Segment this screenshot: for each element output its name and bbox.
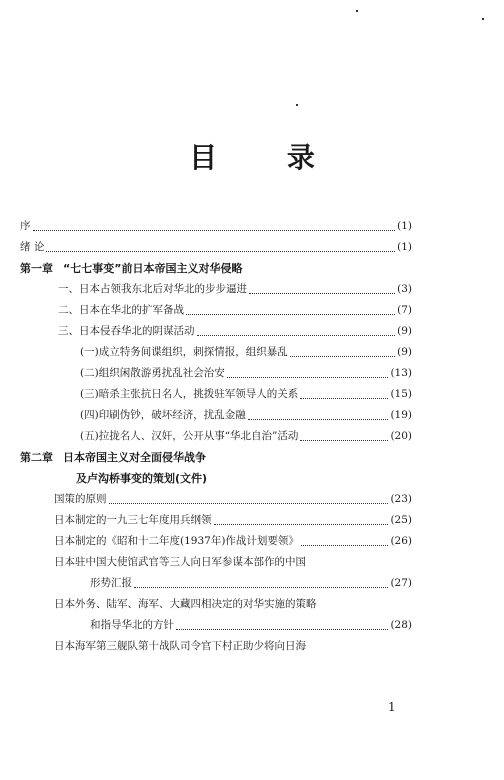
scan-speck — [482, 18, 484, 20]
toc-subentry[interactable] — [20, 386, 412, 407]
leader-dots — [197, 335, 396, 336]
page-title: 目 录 — [189, 141, 345, 174]
leader-dots — [109, 503, 389, 504]
toc-page: (1) — [397, 220, 412, 232]
toc-document[interactable] — [20, 512, 412, 533]
chapter-title: “七七事变”前日本帝国主义对华侵略 — [63, 262, 243, 275]
toc-document-continued[interactable] — [20, 575, 412, 596]
leader-dots — [134, 587, 388, 588]
toc-page: (9) — [397, 346, 412, 358]
toc-label: (二)组织闲散游勇扰乱社会治安 — [80, 367, 225, 379]
toc-label: 日本外务、陆军、海军、大藏四相决定的对华实施的策略 — [54, 598, 317, 610]
leader-dots — [301, 545, 389, 546]
page-number: 1 — [388, 700, 396, 714]
toc-chapter-1[interactable] — [20, 260, 412, 281]
toc-page: (23) — [390, 493, 412, 505]
toc-page: (25) — [390, 514, 412, 526]
toc-page: (19) — [390, 409, 412, 421]
leader-dots — [290, 356, 395, 357]
toc-document[interactable] — [20, 596, 412, 617]
toc-page: (20) — [390, 430, 412, 442]
toc-page: (28) — [390, 619, 412, 631]
toc-page: (13) — [390, 367, 412, 379]
leader-dots — [33, 230, 396, 231]
leader-dots — [300, 398, 388, 399]
toc-chapter-2[interactable] — [20, 449, 412, 470]
toc-label: 序 — [20, 220, 31, 232]
leader-dots — [214, 524, 389, 525]
toc-subentry[interactable] — [20, 344, 412, 365]
toc-label: 国策的原则 — [54, 493, 107, 505]
toc-label: 绪 论 — [20, 241, 45, 253]
toc-label: 日本制定的一九三七年度用兵纲领 — [54, 514, 212, 526]
toc-document[interactable] — [20, 554, 412, 575]
toc-entry[interactable] — [20, 302, 412, 323]
chapter-number: 第二章 — [20, 451, 53, 464]
leader-dots — [186, 314, 395, 315]
leader-dots — [248, 419, 389, 420]
toc-page: (26) — [390, 535, 412, 547]
chapter-title-continued: 及卢沟桥事变的策划(文件) — [76, 472, 208, 485]
leader-dots — [300, 440, 388, 441]
chapter-title: 日本帝国主义对全面侵华战争 — [63, 451, 206, 464]
leader-dots — [46, 251, 395, 252]
table-of-contents — [20, 218, 412, 659]
toc-entry[interactable] — [20, 323, 412, 344]
toc-label: 日本制定的《昭和十二年度(1937年)作战计划要领》 — [54, 535, 299, 547]
toc-document[interactable] — [20, 491, 412, 512]
toc-label: (三)暗杀主张抗日名人，挑拨驻军领导人的关系 — [80, 388, 299, 400]
toc-document-continued[interactable] — [20, 617, 412, 638]
toc-chapter-2-continued[interactable] — [20, 470, 412, 491]
scan-speck — [296, 104, 298, 106]
toc-entry-introduction[interactable] — [20, 239, 412, 260]
toc-label: 和指导华北的方针 — [90, 619, 174, 631]
toc-label: 形势汇报 — [90, 577, 132, 589]
toc-page: (15) — [390, 388, 412, 400]
toc-page: (1) — [397, 241, 412, 253]
toc-page: (7) — [397, 304, 412, 316]
toc-document[interactable] — [20, 533, 412, 554]
toc-entry[interactable] — [20, 281, 412, 302]
toc-label: (一)成立特务间谍组织，刺探情报，组织暴乱 — [80, 346, 288, 358]
toc-label: 三、日本侵吞华北的阴谋活动 — [58, 325, 195, 337]
toc-subentry[interactable] — [20, 407, 412, 428]
scan-speck — [356, 10, 358, 12]
toc-entry-preface[interactable] — [20, 218, 412, 239]
toc-page: (9) — [397, 325, 412, 337]
toc-label: (四)印刷伪钞，破坏经济，扰乱金融 — [80, 409, 246, 421]
toc-document[interactable] — [20, 638, 412, 659]
toc-page: (3) — [397, 283, 412, 295]
toc-page: (27) — [390, 577, 412, 589]
toc-label: 日本海军第三舰队第十战队司令官下村正助少将向日海 — [54, 640, 306, 652]
leader-dots — [176, 629, 388, 630]
leader-dots — [227, 377, 389, 378]
chapter-number: 第一章 — [20, 262, 53, 275]
toc-label: (五)拉拢名人、汉奸，公开从事“华北自治”活动 — [80, 430, 299, 442]
toc-subentry[interactable] — [20, 428, 412, 449]
toc-subentry[interactable] — [20, 365, 412, 386]
toc-label: 二、日本在华北的扩军备战 — [58, 304, 184, 316]
toc-label: 日本驻中国大使馆武官等三人向日军参谋本部作的中国 — [54, 556, 306, 568]
toc-label: 一、日本占领我东北后对华北的步步逼进 — [58, 283, 247, 295]
leader-dots — [249, 293, 395, 294]
